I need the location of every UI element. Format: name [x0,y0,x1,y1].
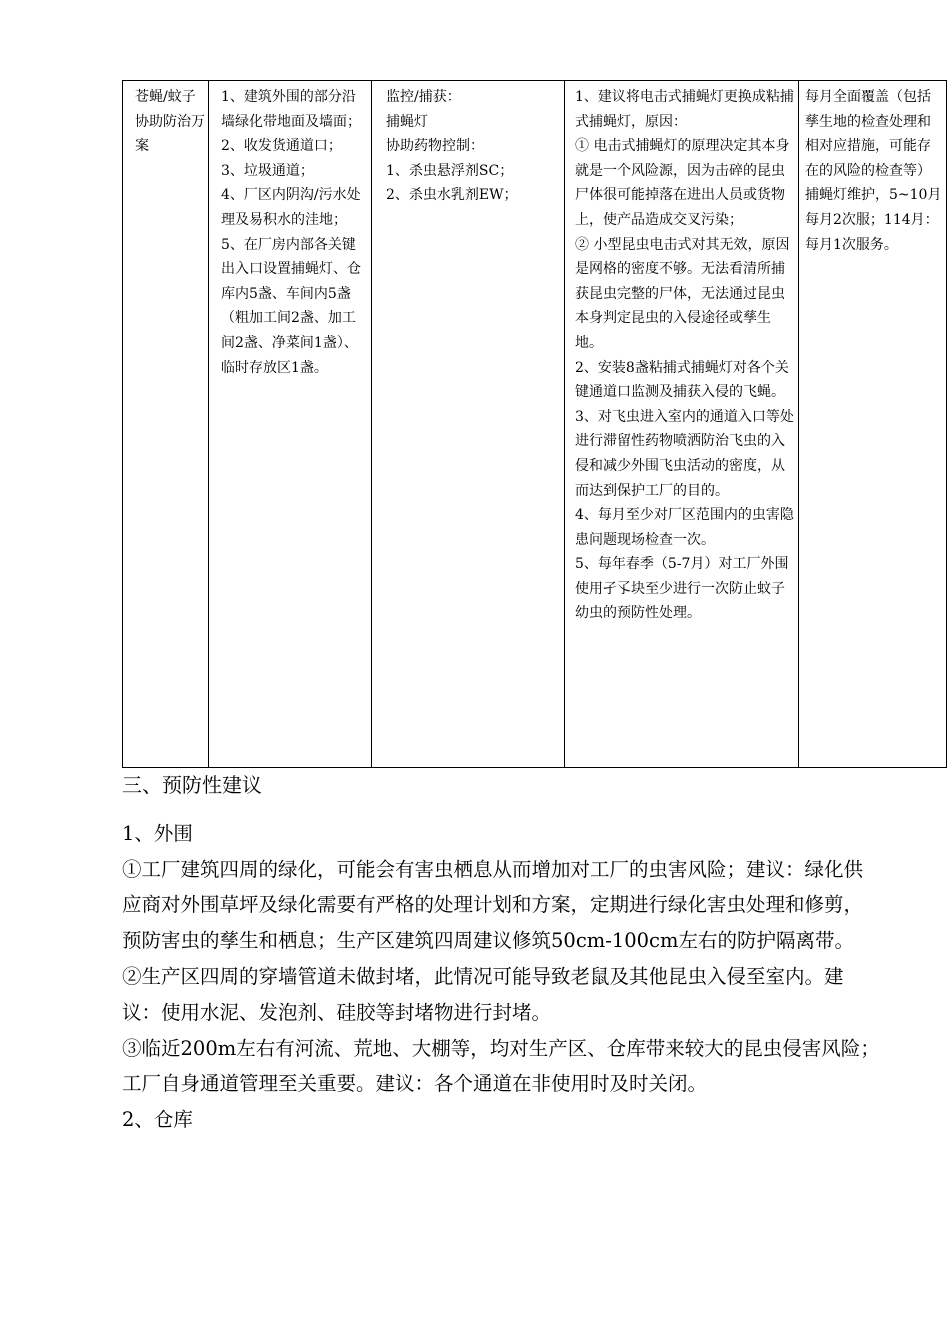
suggestion-item: ② 小型昆虫电击式对其无效，原因是网格的密度不够。无法看清所捕获昆虫完整的尸体，无法通过昆虫本身判定昆虫的入侵途径或孳生地。 [575,236,790,351]
area-item: 3、垃圾通道； [221,162,314,179]
suggestion-item: 4、每月至少对厂区范围内的虫害隐患问题现场检查一次。 [575,507,794,548]
frequency-cell [799,81,947,768]
table-row [123,81,947,768]
method-item: 协助药物控制： [386,138,484,155]
method-item: 2、杀虫水乳剂EW； [386,187,518,204]
method-item: 1、杀虫悬浮剂SC； [386,162,514,179]
suggestion-item: 2、安装8盏粘捕式捕蝇灯对各个关键通道口监测及捕获入侵的飞蝇。 [575,359,789,401]
subheading-perimeter: 1、外围 [122,821,193,845]
pest-name-cell [123,81,209,768]
suggestions-cell [565,81,799,768]
method-item: 捕蝇灯 [386,113,428,130]
method-item: 监控/捕获： [386,89,461,105]
frequency-text: 每月全面覆盖（包括孳生地的检查处理和相对应措施，可能存在的风险的检查等）捕蝇灯维护，5~10月每月2次服；114月：每月1次服务。 [805,89,942,253]
section-heading: 三、预防性建议 [122,773,262,797]
suggestion-item: 3、对飞虫进入室内的通道入口等处进行滞留性药物喷洒防治飞虫的入侵和减少外围飞虫活动的密度，从而达到保护工厂的目的。 [575,408,794,499]
subheading-warehouse: 2、仓库 [122,1108,193,1132]
pest-name: 苍蝇/蚊子协助防治万案 [135,89,205,155]
area-item: 4、厂区内阴沟/污水处理及易积水的洼地； [221,187,361,228]
pest-control-table [122,80,947,768]
suggestion-item: ① 电击式捕蝇灯的原理决定其本身就是一个风险源，因为击碎的昆虫尸体很可能掉落在进出人员或货物上，使产品造成交叉污染； [575,138,790,228]
area-item: 2、收发货通道口； [221,138,342,155]
preventive-advice-section [122,768,882,1138]
paragraph-greenery: ①工厂建筑四周的绿化，可能会有害虫栖息从而增加对工厂的虫害风险；建议：绿化供应商对外围草坪及绿化需要有严格的处理计划和方案，定期进行绿化害虫处理和修剪，预防害虫的孳生和栖息；生产区建筑四周建议修筑50cm-100cm左右的防护隔离带。 [122,857,864,953]
area-item: 5、在厂房内部各关键出入口设置捕蝇灯、仓库内5盏、车间内5盏（粗加工间2盏、加工间2盏、净菜间1盏）、临时存放区1盏。 [221,236,361,376]
suggestion-item: 5、每年春季（5-7月）对工厂外围使用孑孓块至少进行一次防止蚊子幼虫的预防性处理。 [575,556,789,622]
areas-cell [209,81,372,768]
suggestion-item: 1、建议将电击式捕蝇灯更换成粘捕式捕蝇灯，原因： [575,89,794,130]
paragraph-surroundings: ③临近200m左右有河流、荒地、大棚等，均对生产区、仓库带来较大的昆虫侵害风险；工厂自身通道管理至关重要。建议：各个通道在非使用时及时关闭。 [122,1036,880,1096]
paragraph-pipes: ②生产区四周的穿墙管道未做封堵，此情况可能导致老鼠及其他昆虫入侵至室内。建议：使用水泥、发泡剂、硅胶等封堵物进行封堵。 [122,964,844,1024]
methods-cell [372,81,565,768]
area-item: 1、建筑外围的部分沿墙绿化带地面及墙面； [221,89,361,130]
